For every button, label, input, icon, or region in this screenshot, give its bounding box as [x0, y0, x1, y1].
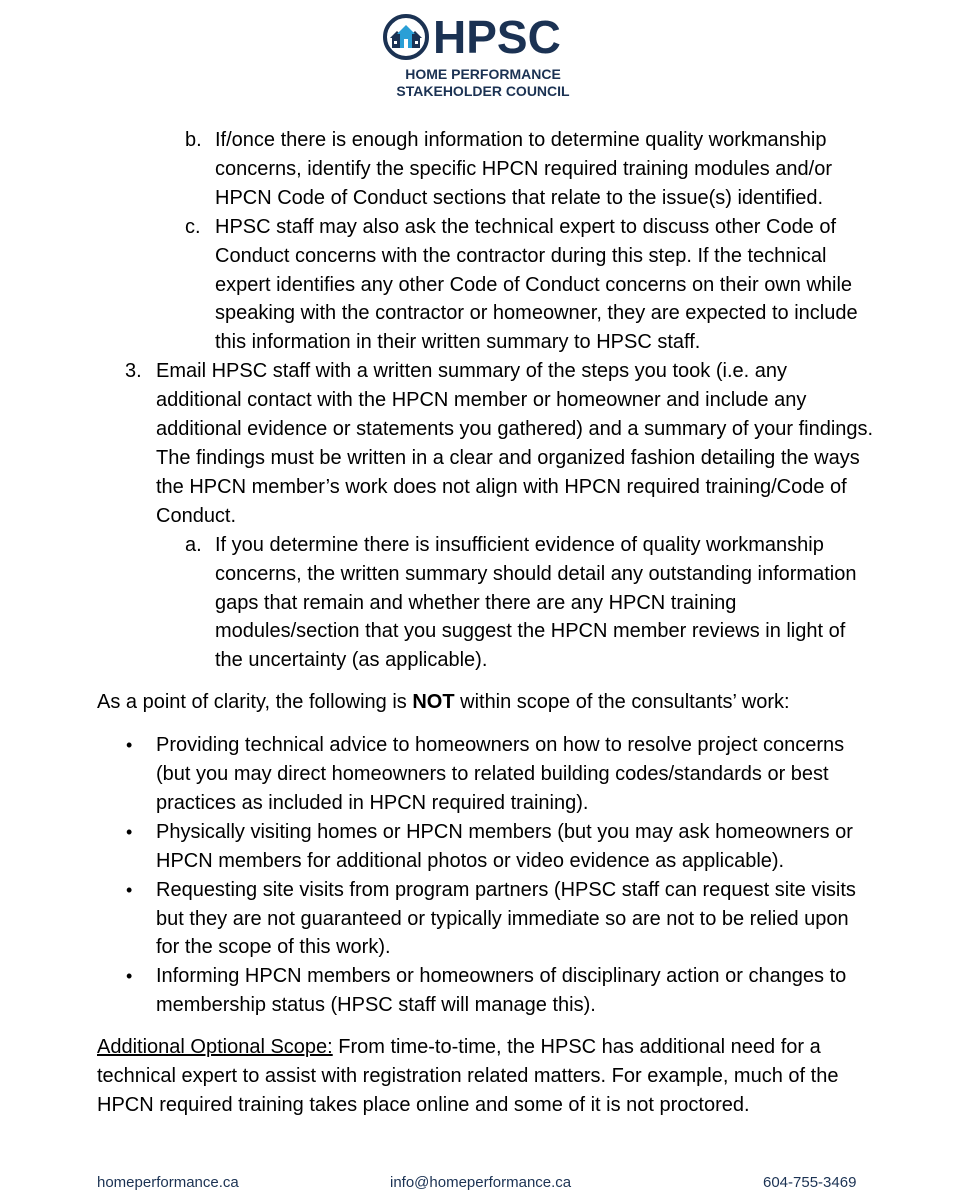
logo-wordmark: HPSC	[433, 11, 561, 63]
logo-subtitle-line2: STAKEHOLDER COUNCIL	[396, 83, 570, 99]
clarity-text-after: within scope of the consultants’ work:	[454, 691, 790, 714]
clarity-text-before: As a point of clarity, the following is	[97, 691, 413, 714]
additional-scope-text: From time-to-time, the HPSC has additional need for a technical expert to assist with registration related matters. For example, much of the HPCN required training takes place online and some of it is not proctored.	[97, 1036, 839, 1116]
bullet-text: Informing HPCN members or homeowners of disciplinary action or changes to membership status (HPSC staff will manage this).	[156, 965, 847, 1017]
clarity-paragraph	[97, 688, 877, 717]
bullet-item	[97, 818, 877, 876]
logo-subtitle-line1: HOME PERFORMANCE	[405, 66, 561, 82]
list-marker: b.	[185, 129, 202, 151]
list-item-step-3a	[97, 531, 877, 676]
clarity-emphasis: NOT	[412, 691, 455, 714]
footer-website[interactable]: homeperformance.ca	[97, 1174, 239, 1191]
list-item-text: Email HPSC staff with a written summary of the steps you took (i.e. any additional contact with the HPCN member or homeowner and include any additional evidence or statements you gathered) and a summary of your findings. The findings must be written in a clear and organized fashion detailing the ways the HPCN member’s work does not align with HPCN required training/Code of Conduct.	[156, 360, 874, 527]
additional-scope-paragraph	[97, 1033, 877, 1120]
footer-email[interactable]: info@homeperformance.ca	[390, 1174, 572, 1191]
list-item-text: HPSC staff may also ask the technical expert to discuss other Code of Conduct concerns with the contractor during this step. If the technical expert identifies any other Code of Conduct concerns on their own while speaking with the contractor or homeowner, they are expected to include this information in their written summary to HPSC staff.	[215, 215, 858, 354]
list-marker: c.	[185, 215, 201, 238]
bullet-text: Providing technical advice to homeowners on how to resolve project concerns (but you may direct homeowners to related building codes/standards or best practices as included in HPCN required training).	[156, 734, 845, 814]
out-of-scope-list	[97, 731, 877, 1020]
bullet-item	[97, 962, 877, 1020]
bullet-text: Requesting site visits from program partners (HPSC staff can request site visits but they are not guaranteed or typically immediate so are not to be relied upon for the scope of this work).	[156, 878, 856, 959]
additional-scope-label: Additional Optional Scope:	[97, 1036, 333, 1059]
bullet-dot-icon: •	[126, 879, 133, 900]
list-marker: a.	[185, 533, 202, 556]
list-item-text: If/once there is enough information to determine quality workmanship concerns, identify the specific HPCN required training modules and/or HPCN Code of Conduct sections that relate to the issue(s) identified.	[215, 129, 832, 209]
bullet-dot-icon: •	[126, 966, 133, 987]
bullet-text: Physically visiting homes or HPCN members (but you may ask homeowners or HPCN members for additional photos or video evidence as applicable).	[156, 820, 853, 872]
hpsc-logo	[383, 11, 583, 100]
list-item-text: If you determine there is insufficient evidence of quality workmanship concerns, the written summary should detail any outstanding information gaps that remain and whether there are any HPCN training modules/section that you suggest the HPCN member reviews in light of the uncertainty (as applicable).	[215, 533, 857, 672]
bullet-dot-icon: •	[126, 821, 133, 842]
document-body	[97, 126, 877, 1120]
bullet-dot-icon: •	[126, 735, 133, 756]
house-group-icon	[383, 14, 429, 60]
list-marker: 3.	[125, 360, 142, 383]
list-item-step-3	[97, 357, 877, 530]
bullet-item	[97, 731, 877, 818]
footer-phone: 604-755-3469	[763, 1174, 857, 1191]
list-item-b	[97, 126, 877, 213]
list-item-c	[97, 213, 877, 358]
bullet-item	[97, 876, 877, 963]
